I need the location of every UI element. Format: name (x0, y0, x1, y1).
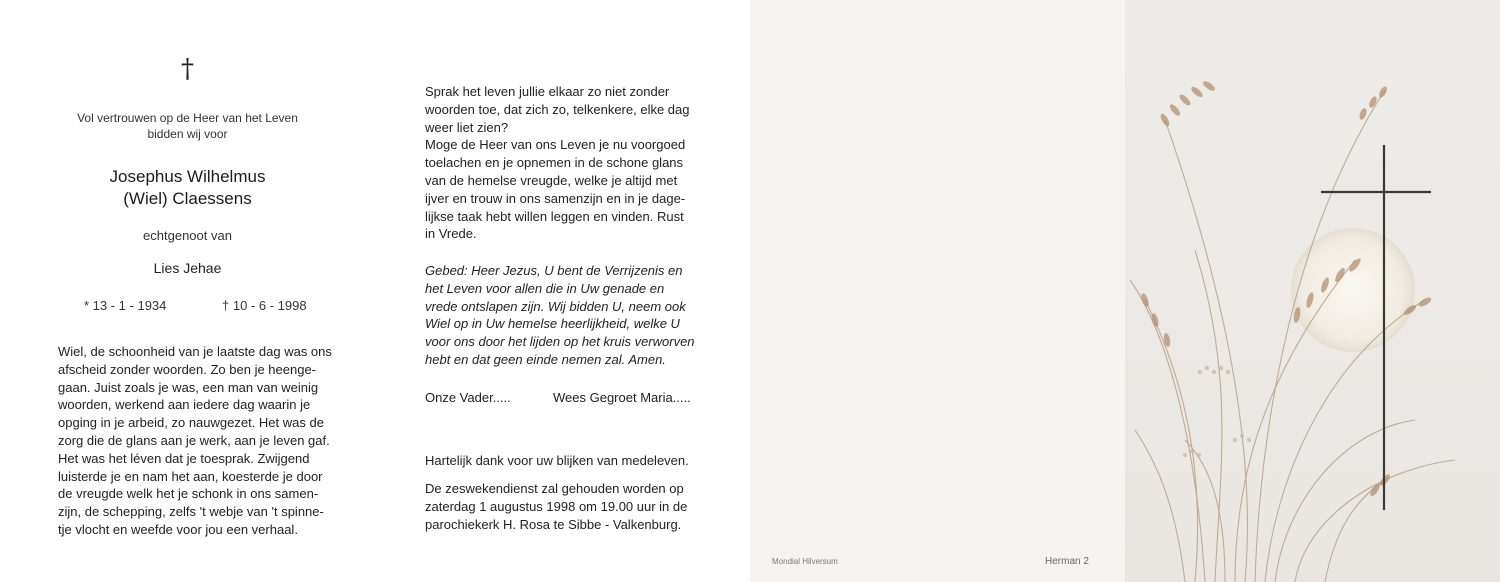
intro-line: bidden wij voor (147, 127, 228, 141)
printer-mark: Mondial Hilversum (772, 557, 838, 566)
deceased-name (0, 166, 375, 210)
onze-vader-text: Onze Vader..... (425, 390, 511, 405)
verse-line: zijn, de schepping, zelfs 't webje van 't spinne- (58, 504, 324, 520)
farewell-line: van de hemelse vreugde, welke je altijd met (425, 172, 678, 188)
memorial-verse (58, 343, 332, 539)
intro-line: Vol vertrouwen op de Heer van het Leven (77, 111, 298, 125)
farewell-line: in Vrede. (425, 226, 477, 242)
grass-moon-cross-artwork (1125, 0, 1500, 582)
verse-line: afscheid zonder woorden. Zo ben je heenge- (58, 361, 317, 377)
verse-line: tje vlocht en weefde voor jou een verhaal. (58, 521, 298, 537)
cross-icon: † (181, 54, 194, 84)
verse-line: luisterde je en nam het aan, koesterde je door (58, 468, 323, 484)
farewell-text (425, 83, 695, 243)
wees-gegroet-text: Wees Gegroet Maria..... (553, 390, 691, 405)
farewell-line: Sprak het leven jullie elkaar zo niet zonder (425, 84, 670, 99)
farewell-line: Moge de Heer van ons Leven je nu voorgoed (425, 137, 686, 153)
thanks-text: Hartelijk dank voor uw blijken van medeleven. (425, 453, 689, 468)
service-announcement (425, 480, 695, 533)
service-line: zaterdag 1 augustus 1998 om 19.00 uur in de (425, 498, 688, 514)
moon-shape (1291, 228, 1415, 352)
prayer-line: hebt en dat geen einde nemen zal. Amen. (425, 351, 666, 367)
verse-line: de vreugde welk het je schonk in ons samen- (58, 486, 319, 502)
spouse-label: echtgenoot van (143, 228, 232, 243)
birth-date: * 13 - 1 - 1934 (84, 298, 167, 313)
verse-line: Wiel, de schoonheid van je laatste dag was ons (58, 344, 332, 359)
spouse-name: Lies Jehae (153, 260, 222, 276)
card-code: Herman 2 (1045, 556, 1089, 567)
verse-line: Het was het léven dat je toesprak. Zwijgend (58, 450, 310, 466)
verse-line: gaan. Juist zoals je was, een man van weinig (58, 379, 319, 395)
service-line: parochiekerk H. Rosa te Sibbe - Valkenburg. (425, 516, 682, 532)
verse-line: opging in je arbeid, zo nauwgezet. Het was de (58, 415, 324, 431)
prayer-line: voor ons door het lijden op het kruis verworven (425, 334, 695, 350)
name-line: Josephus Wilhelmus (109, 167, 266, 186)
farewell-line: lijkse taak hebt willen leggen en vinden. Rust (425, 208, 684, 224)
service-line: De zeswekendienst zal gehouden worden op (425, 481, 684, 496)
verse-line: woorden, werkend aan iedere dag waarin je (58, 397, 311, 413)
farewell-line: woorden toe, dat zich zo, telkenkere, elke dag (425, 101, 690, 117)
prayer-line: vrede ontslapen zijn. Wij bidden U, neem ook (425, 298, 686, 314)
card-left-page (0, 0, 375, 582)
farewell-line: toelachen en je opnemen in de schone glans (425, 155, 684, 171)
verse-line: zorg die de glans aan je werk, aan je leven gaf. (58, 432, 330, 448)
card-back (750, 0, 1500, 582)
prayer-line: Gebed: Heer Jezus, U bent de Verrijzenis en (425, 263, 683, 278)
prayer-line: het Leven voor allen die in Uw genade en (425, 280, 665, 296)
death-date: † 10 - 6 - 1998 (222, 298, 307, 313)
intro-text (0, 110, 375, 142)
name-line: (Wiel) Claessens (123, 189, 252, 208)
prayer-line: Wiel op in Uw hemelse heerlijkheid, welke U (425, 316, 680, 332)
prayer-text (425, 262, 695, 369)
farewell-line: ijver en trouw in ons samenzijn en in je dage- (425, 190, 686, 206)
farewell-line: weer liet zien? (425, 119, 509, 135)
